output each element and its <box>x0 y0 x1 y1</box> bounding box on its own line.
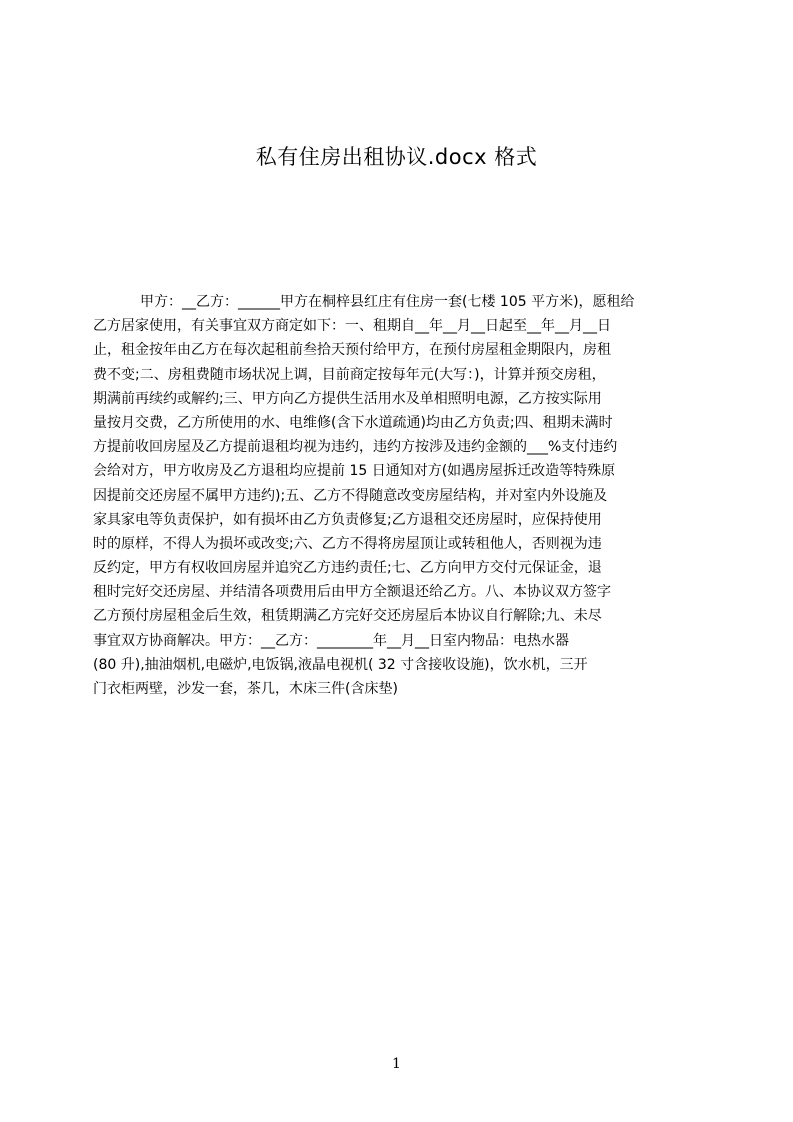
page-number: 1 <box>392 1056 401 1072</box>
agreement-body <box>93 290 699 701</box>
body-line-16: (80 升),抽油烟机,电磁炉,电饭锅,液晶电视机( 32 寸含接收设施)，饮水机，三开 <box>93 656 588 673</box>
body-line-12: 反约定，甲方有权收回房屋并追究乙方违约责任;七、乙方向甲方交付元保证金，退 <box>93 560 602 577</box>
body-line-1: 甲方：__乙方：______甲方在桐梓县红庄有住房一套(七楼 105 平方米)，愿租给 <box>140 294 635 310</box>
body-line-13: 租时完好交还房屋、并结清各项费用后由甲方全额退还给乙方。八、本协议双方签字 <box>93 584 611 601</box>
body-line-9: 因提前交还房屋不属甲方违约);五、乙方不得随意改变房屋结构，并对室内外设施及 <box>93 487 608 504</box>
body-line-17: 门衣柜两壁，沙发一套，茶几，木床三件(含床垫) <box>93 681 398 697</box>
document-title: 私有住房出租协议.docx 格式 <box>255 145 538 169</box>
body-line-15: 事宜双方协商解决。甲方：__乙方：________年__月__日室内物品：电热水器 <box>93 632 569 649</box>
body-line-7: 方提前收回房屋及乙方提前退租均视为违约，违约方按涉及违约金额的___%支付违约 <box>93 439 618 456</box>
body-line-10: 家具家电等负责保护，如有损坏由乙方负责修复;乙方退租交还房屋时，应保持使用 <box>93 511 602 528</box>
body-line-2: 乙方居家使用，有关事宜双方商定如下：一、租期自__年__月__日起至__年__月__日 <box>93 318 611 335</box>
body-line-3: 止，租金按年由乙方在每次起租前叁拾天预付给甲方，在预付房屋租金期限内，房租 <box>93 342 611 359</box>
body-line-4: 费不变;二、房租费随市场状况上调，目前商定按每年元(大写：)，计算并预交房租， <box>93 366 606 383</box>
body-line-11: 时的原样，不得人为损坏或改变;六、乙方不得将房屋顶让或转租他人，否则视为违 <box>93 535 602 552</box>
body-line-8: 会给对方，甲方收房及乙方退租均应提前 15 日通知对方(如遇房屋拆迁改造等特殊原 <box>93 463 616 480</box>
body-line-6: 量按月交费，乙方所使用的水、电维修(含下水道疏通)均由乙方负责;四、租期未满时 <box>93 414 613 431</box>
body-line-5: 期满前再续约或解约;三、甲方向乙方提供生活用水及单相照明电源，乙方按实际用 <box>93 390 602 407</box>
body-line-14: 乙方预付房屋租金后生效，租赁期满乙方完好交还房屋后本协议自行解除;九、未尽 <box>93 608 602 625</box>
